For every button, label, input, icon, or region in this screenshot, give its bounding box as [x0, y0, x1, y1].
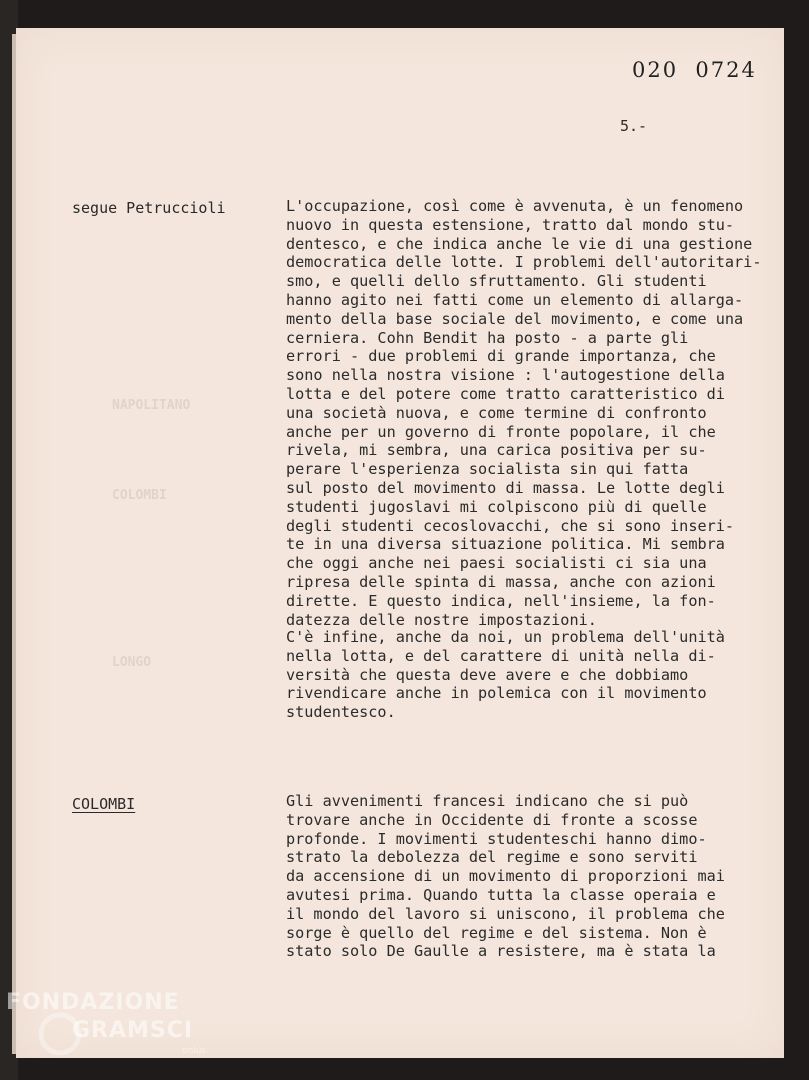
text-line: nuovo in questa estensione, tratto dal mondo stu- [286, 215, 735, 234]
text-line: hanno agito nei fatti come un elemento di allarga- [286, 290, 744, 309]
paragraph [286, 792, 776, 961]
bleed-through-text: LONGO [112, 655, 152, 670]
text-line: errori - due problemi di grande importanza, che [286, 347, 716, 366]
text-line: datezza delle nostre impostazioni. [286, 610, 597, 629]
text-line: dentesco, e che indica anche le vie di una gestione [286, 234, 753, 253]
text-line: cerniera. Cohn Bendit ha posto - a parte gli [286, 328, 689, 347]
text-line: una società nuova, e come termine di confronto [286, 403, 707, 422]
text-line: studentesco. [286, 703, 396, 722]
text-line: avutesi prima. Quando tutta la classe operaia e [286, 885, 716, 904]
watermark-line2: GRAMSCI [72, 1018, 194, 1043]
paragraph [286, 197, 776, 629]
text-line: rivendicare anche in polemica con il movimento [286, 684, 707, 703]
text-line: degli studenti cecoslovacchi, che si sono inseri- [286, 516, 735, 535]
text-line: che oggi anche nei paesi socialisti ci sia una [286, 554, 707, 573]
text-line: lotta e del potere come tratto caratteristico di [286, 384, 725, 403]
text-line: sul posto del movimento di massa. Le lotte degli [286, 478, 725, 497]
text-line: da accensione di un movimento di proporzioni mai [286, 867, 725, 886]
speaker-label: segue Petruccioli [72, 199, 226, 217]
text-line: mento della base sociale del movimento, e come una [286, 309, 744, 328]
text-line: nella lotta, e del carattere di unità nella di- [286, 646, 716, 665]
bleed-through-text: NAPOLITANO [112, 398, 191, 413]
text-line: democratica delle lotte. I problemi dell'autoritari- [286, 253, 762, 272]
text-line: stato solo De Gaulle a resistere, ma è stata la [286, 942, 716, 961]
text-line: smo, e quelli dello sfruttamento. Gli studenti [286, 272, 707, 291]
text-line: perare l'esperienza socialista sin qui fatta [286, 460, 689, 479]
text-line: Gli avvenimenti francesi indicano che si può [286, 792, 689, 810]
text-line: il mondo del lavoro si uniscono, il problema che [286, 904, 725, 923]
paragraph [286, 628, 776, 722]
watermark-line1: FONDAZIONE [6, 990, 180, 1015]
document-number: 020 0724 [632, 58, 757, 82]
watermark-suffix: onlus [182, 1046, 207, 1056]
text-line: studenti jugoslavi mi colpiscono più di quelle [286, 497, 707, 516]
text-line: ripresa delle spinta di massa, anche con azioni [286, 572, 716, 591]
text-line: profonde. I movimenti studenteschi hanno dimo- [286, 829, 707, 848]
text-line: sorge è quello del regime e del sistema. Non è [286, 923, 707, 942]
text-line: strato la debolezza del regime e sono serviti [286, 848, 698, 867]
text-line: te in una diversa situazione politica. Mi sembra [286, 535, 725, 554]
speaker-label: COLOMBI [72, 795, 136, 813]
text-line: versità che questa deve avere e che dobbiamo [286, 665, 689, 684]
text-line: L'occupazione, così come è avvenuta, è un fenomeno [286, 197, 744, 215]
text-line: rivela, mi sembra, una carica positiva per su- [286, 441, 707, 460]
bleed-through-text: COLOMBI [112, 488, 167, 503]
fondazione-gramsci-watermark [6, 990, 206, 1060]
text-line: dirette. E questo indica, nell'insieme, la fon- [286, 591, 716, 610]
text-line: C'è infine, anche da noi, un problema dell'unità [286, 628, 725, 646]
text-line: sono nella nostra visione : l'autogestione della [286, 366, 725, 385]
text-line: trovare anche in Occidente di fronte a scosse [286, 810, 698, 829]
text-line: anche per un governo di fronte popolare, il che [286, 422, 716, 441]
page-number: 5.- [620, 117, 648, 135]
